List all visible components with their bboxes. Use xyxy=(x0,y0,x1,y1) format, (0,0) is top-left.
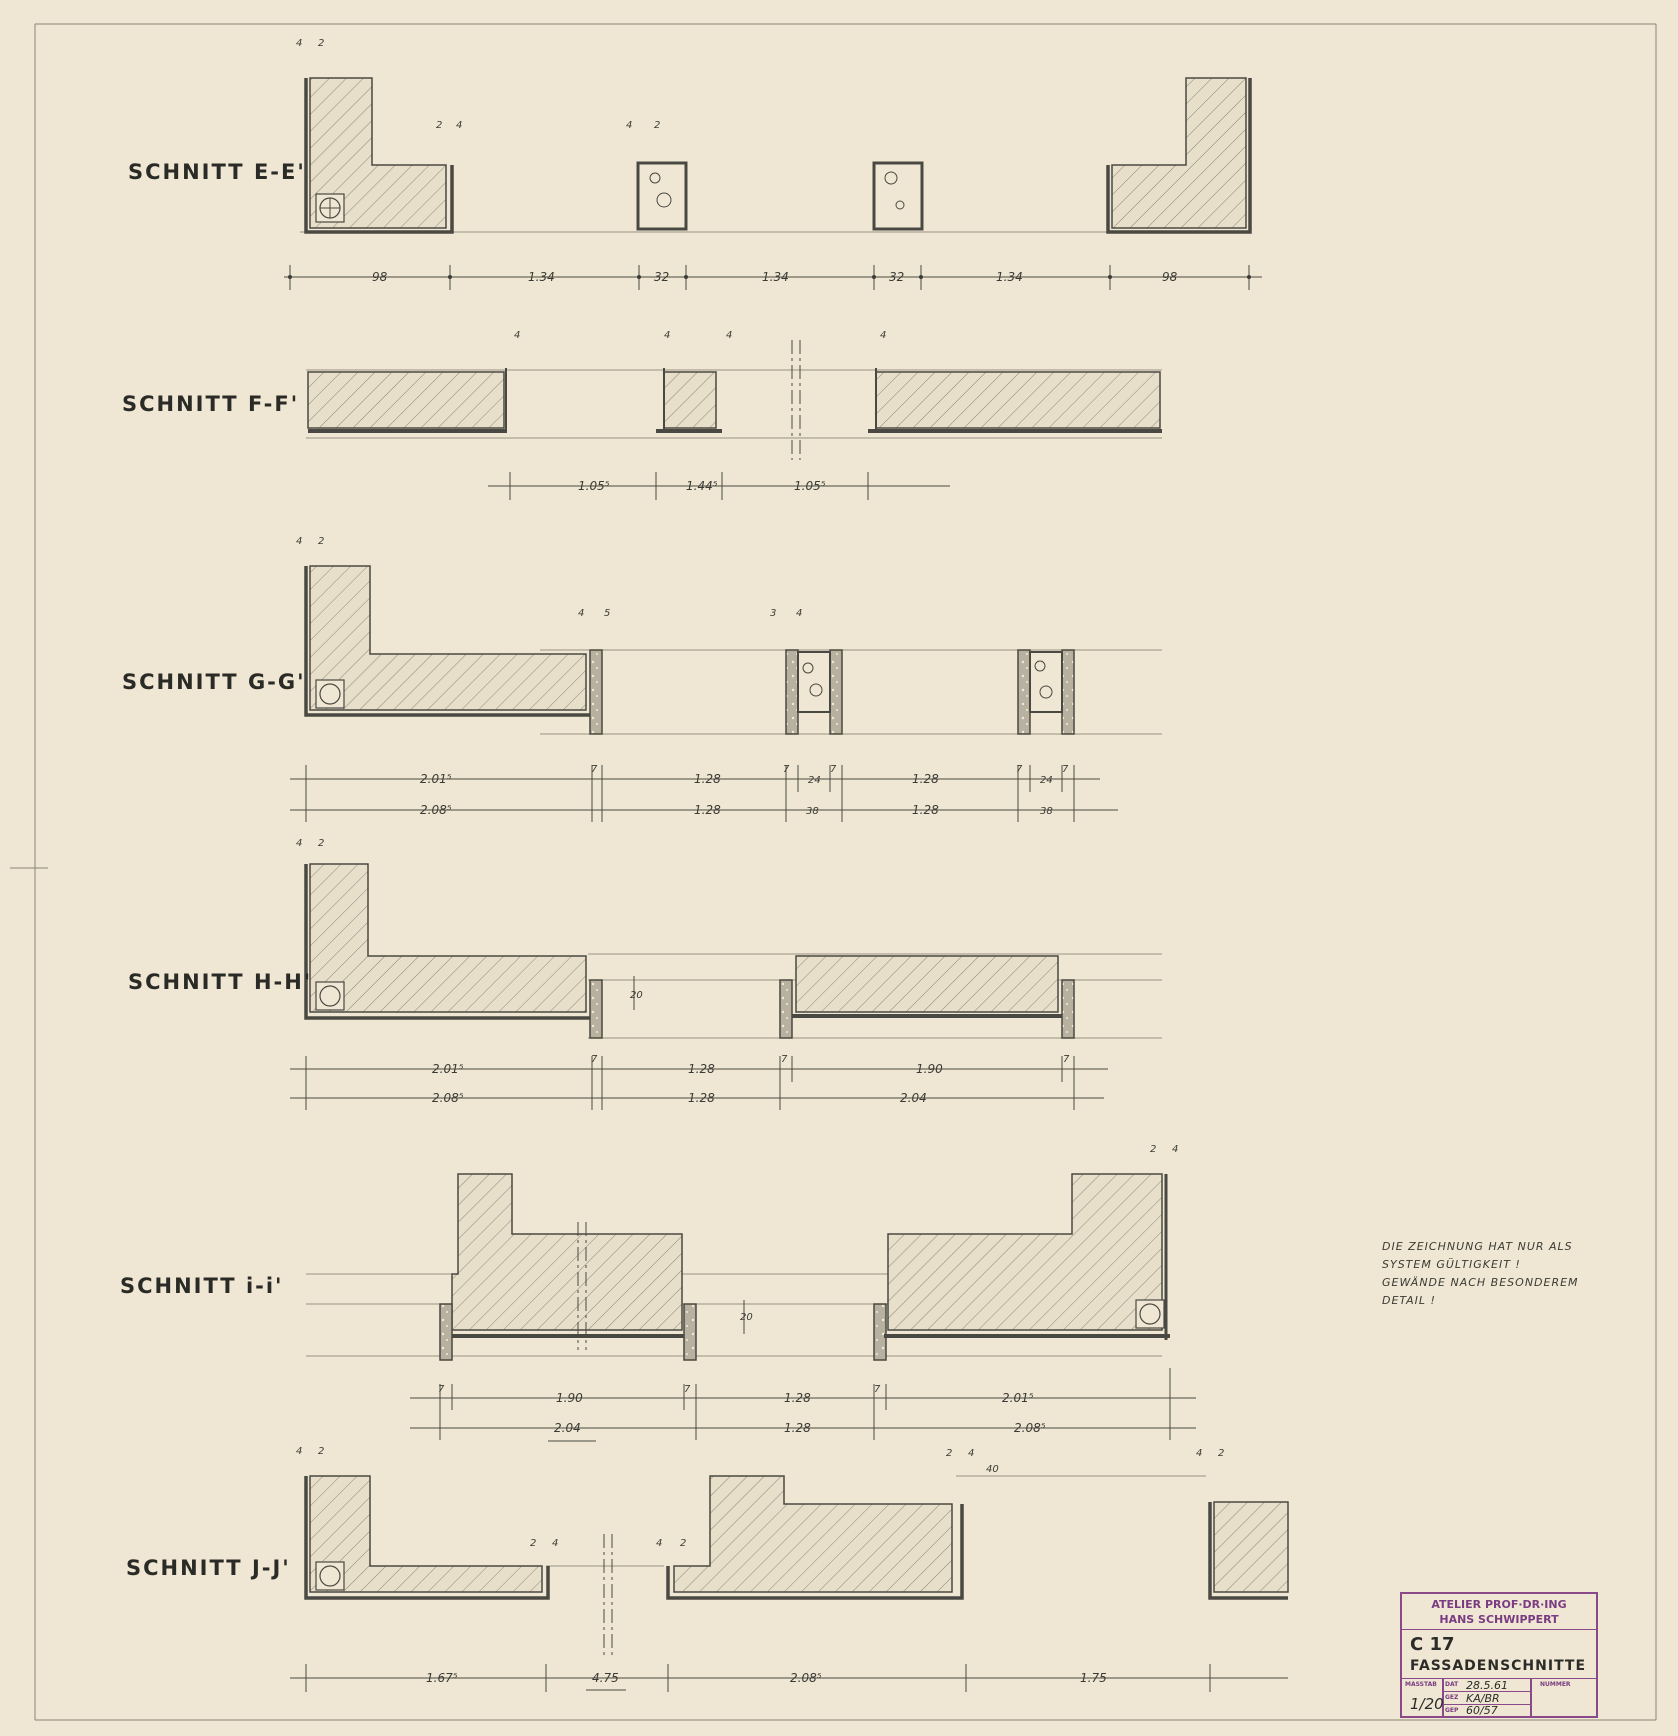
dim-h1-5: 7 xyxy=(1063,1054,1070,1065)
dim-g1-3: 7 xyxy=(783,764,790,775)
dim-g1-5: 7 xyxy=(830,764,837,775)
dim-e-1: 1.34 xyxy=(528,270,555,284)
dim-e-top-2: 2 xyxy=(436,120,443,131)
gez-label: GEZ xyxy=(1445,1694,1459,1701)
dim-e-top-0: 4 xyxy=(296,38,303,49)
dim-h-top-1: 2 xyxy=(318,838,325,849)
dim-h2-2: 2.04 xyxy=(900,1091,927,1105)
dim-i-mid: 20 xyxy=(740,1312,753,1323)
dim-h1-1: 7 xyxy=(591,1054,598,1065)
dim-j-mid: 40 xyxy=(986,1464,999,1475)
dim-g-top-1: 2 xyxy=(318,536,325,547)
masstab-value: 1/20 xyxy=(1410,1695,1444,1713)
dim-f-0: 1.05⁵ xyxy=(578,479,610,493)
dim-h2-0: 2.08⁵ xyxy=(432,1091,464,1105)
note-line-4: DETAIL ! xyxy=(1382,1294,1436,1307)
section-f-drawing xyxy=(306,340,1162,500)
stamp-office-line2: HANS SCHWIPPERT xyxy=(1439,1613,1559,1626)
dim-h1-2: 1.28 xyxy=(688,1062,715,1076)
dim-j-top-3: 4 xyxy=(552,1538,559,1549)
dim-h-mid: 20 xyxy=(630,990,643,1001)
dim-h1-0: 2.01⁵ xyxy=(432,1062,464,1076)
dim-g-top-5: 4 xyxy=(796,608,803,619)
note-line-3: GEWÄNDE NACH BESONDEREM xyxy=(1382,1276,1579,1289)
note-line-2: SYSTEM GÜLTIGKEIT ! xyxy=(1382,1258,1521,1271)
dim-j-top-4: 4 xyxy=(656,1538,663,1549)
dim-g1-1: 7 xyxy=(591,764,598,775)
dim-j-1: 4.75 xyxy=(592,1671,619,1685)
stamp-info-row xyxy=(1402,1678,1596,1717)
gep-label: GEP xyxy=(1445,1707,1459,1714)
masstab-label: MASSTAB xyxy=(1405,1681,1437,1688)
dat-value: 28.5.61 xyxy=(1466,1679,1508,1692)
section-label-h: SCHNITT H-H' xyxy=(128,970,313,994)
dim-h1-3: 7 xyxy=(781,1054,788,1065)
dim-j-top-1: 2 xyxy=(318,1446,325,1457)
dim-i-top-0: 2 xyxy=(1150,1144,1157,1155)
dim-h-top-0: 4 xyxy=(296,838,303,849)
section-label-g: SCHNITT G-G' xyxy=(122,670,306,694)
dim-g1-8: 24 xyxy=(1040,775,1053,786)
note-line-1: DIE ZEICHNUNG HAT NUR ALS xyxy=(1382,1240,1573,1253)
dim-e-4: 32 xyxy=(889,270,905,284)
section-h-drawing xyxy=(290,864,1162,1110)
dim-h1-4: 1.90 xyxy=(916,1062,943,1076)
dim-j-3: 1.75 xyxy=(1080,1671,1107,1685)
dat-label: DAT xyxy=(1445,1681,1459,1688)
dim-e-top-1: 2 xyxy=(318,38,325,49)
section-j-drawing xyxy=(290,1476,1288,1692)
dim-i-top-1: 4 xyxy=(1172,1144,1179,1155)
dim-j-top-2: 2 xyxy=(530,1538,537,1549)
dim-g1-6: 1.28 xyxy=(912,772,939,786)
dim-f-1: 1.44⁵ xyxy=(686,479,718,493)
dim-e-top-3: 4 xyxy=(456,120,463,131)
section-label-i: SCHNITT i-i' xyxy=(120,1274,284,1298)
stamp-office-line1: ATELIER PROF·DR·ING xyxy=(1431,1598,1567,1611)
dim-i2-1: 1.28 xyxy=(784,1421,811,1435)
dim-g1-2: 1.28 xyxy=(694,772,721,786)
dim-j-0: 1.67⁵ xyxy=(426,1671,458,1685)
dim-j-top-8: 4 xyxy=(1196,1448,1203,1459)
dim-f-top-2: 4 xyxy=(726,330,733,341)
dim-g-top-0: 4 xyxy=(296,536,303,547)
dim-i1-5: 2.01⁵ xyxy=(1002,1391,1034,1405)
dim-e-top-5: 2 xyxy=(654,120,661,131)
dim-g-top-4: 3 xyxy=(770,608,777,619)
gez-value: KA/BR xyxy=(1466,1692,1500,1705)
dim-f-top-0: 4 xyxy=(514,330,521,341)
dim-i1-2: 7 xyxy=(684,1384,691,1395)
dim-j-top-9: 2 xyxy=(1218,1448,1225,1459)
dim-j-top-6: 2 xyxy=(946,1448,953,1459)
dim-i1-4: 7 xyxy=(874,1384,881,1395)
nummer-label: NUMMER xyxy=(1540,1681,1571,1688)
dim-g2-1: 1.28 xyxy=(694,803,721,817)
dim-e-0: 98 xyxy=(372,270,388,284)
dim-g1-9: 7 xyxy=(1062,764,1069,775)
section-i-drawing xyxy=(306,1174,1196,1441)
dim-e-5: 1.34 xyxy=(996,270,1023,284)
dim-g2-0: 2.08⁵ xyxy=(420,803,452,817)
sheet-number: C 17 xyxy=(1410,1634,1455,1655)
dim-i1-1: 1.90 xyxy=(556,1391,583,1405)
dim-j-top-7: 4 xyxy=(968,1448,975,1459)
dim-e-2: 32 xyxy=(654,270,670,284)
dim-g1-4: 24 xyxy=(808,775,821,786)
gep-value: 60/57 xyxy=(1466,1704,1498,1717)
stamp-office xyxy=(1402,1594,1596,1630)
dim-i1-0: 7 xyxy=(438,1384,445,1395)
dim-g1-7: 7 xyxy=(1016,764,1023,775)
drawing-note xyxy=(1382,1238,1612,1310)
dim-i1-3: 1.28 xyxy=(784,1391,811,1405)
section-label-j: SCHNITT J-J' xyxy=(126,1556,291,1580)
section-label-e: SCHNITT E-E' xyxy=(128,160,306,184)
section-e-drawing xyxy=(284,78,1262,290)
dim-f-2: 1.05⁵ xyxy=(794,479,826,493)
dim-g1-0: 2.01⁵ xyxy=(420,772,452,786)
dim-g2-3: 1.28 xyxy=(912,803,939,817)
dim-j-top-0: 4 xyxy=(296,1446,303,1457)
dim-i2-2: 2.08⁵ xyxy=(1014,1421,1046,1435)
sheet-border xyxy=(10,24,1656,1720)
dim-j-2: 2.08⁵ xyxy=(790,1671,822,1685)
dim-g-top-3: 5 xyxy=(604,608,611,619)
dim-g-top-2: 4 xyxy=(578,608,585,619)
dim-e-6: 98 xyxy=(1162,270,1178,284)
dim-j-top-5: 2 xyxy=(680,1538,687,1549)
dim-g2-4: 38 xyxy=(1040,806,1053,817)
section-label-f: SCHNITT F-F' xyxy=(122,392,300,416)
section-e-dimensions xyxy=(296,38,1178,284)
dim-g2-2: 38 xyxy=(806,806,819,817)
dim-e-top-4: 4 xyxy=(626,120,633,131)
dim-e-3: 1.34 xyxy=(762,270,789,284)
sheet-title: FASSADENSCHNITTE xyxy=(1410,1658,1587,1674)
dim-i2-0: 2.04 xyxy=(554,1421,581,1435)
title-stamp xyxy=(1400,1592,1598,1718)
dim-f-top-3: 4 xyxy=(880,330,887,341)
dim-f-top-1: 4 xyxy=(664,330,671,341)
dim-h2-1: 1.28 xyxy=(688,1091,715,1105)
